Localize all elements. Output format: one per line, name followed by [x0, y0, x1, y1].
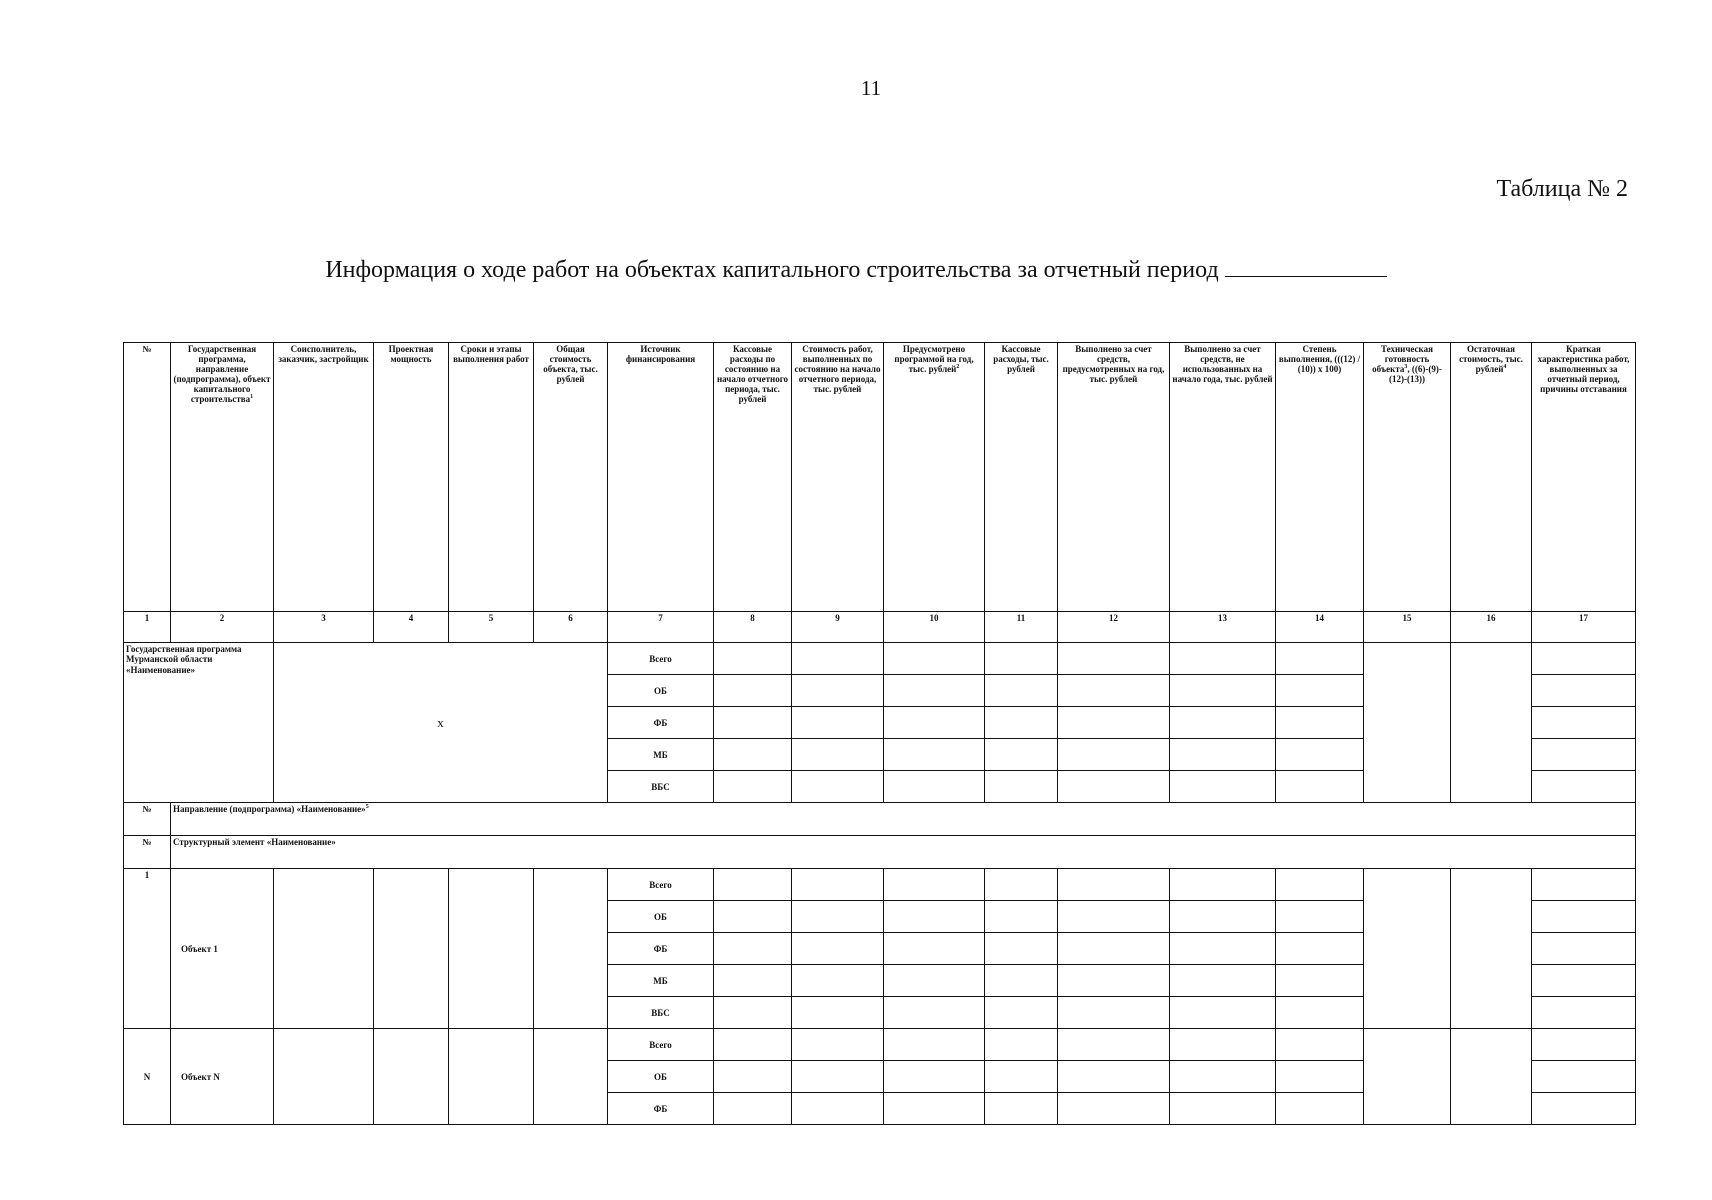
- object-name-cell: Объект 1: [171, 869, 274, 1029]
- column-number-8: 8: [714, 612, 792, 643]
- header-text: Кассовые расходы, тыс. рублей: [993, 344, 1049, 375]
- header-text-tail: , ((6)-(9)-(12)-(13)): [1389, 364, 1442, 385]
- empty-cell: [792, 1029, 884, 1061]
- header-cell-15: [1364, 343, 1451, 612]
- empty-cell: [1058, 965, 1170, 997]
- empty-cell: [792, 997, 884, 1029]
- tech-readiness-merged-cell: [1364, 643, 1451, 803]
- empty-cell: [1058, 643, 1170, 675]
- header-cell-1: [124, 343, 171, 612]
- empty-cell: [714, 1061, 792, 1093]
- header-text: Краткая характеристика работ, выполненных за отчетный период, причины отставания: [1537, 344, 1630, 395]
- column-number-9: 9: [792, 612, 884, 643]
- column-number-7: 7: [608, 612, 714, 643]
- empty-cell: [1058, 1029, 1170, 1061]
- header-text: Остаточная стоимость, тыс. рублей: [1459, 344, 1523, 375]
- empty-cell: [884, 643, 985, 675]
- header-row: [124, 343, 1636, 612]
- page-number: 11: [860, 76, 882, 100]
- header-cell-2: [171, 343, 274, 612]
- program-name-cell: Государственная программа Мурманской области «Наименование»: [124, 643, 274, 803]
- empty-cell: [985, 997, 1058, 1029]
- empty-cell: [792, 1093, 884, 1125]
- empty-cell: [1276, 869, 1364, 901]
- empty-cell: [714, 1029, 792, 1061]
- empty-cell: [1276, 901, 1364, 933]
- object-merged-cell: [274, 869, 374, 1029]
- empty-cell: [792, 739, 884, 771]
- object-merged-cell: [534, 869, 608, 1029]
- empty-cell: [884, 901, 985, 933]
- funding-source-cell: ОБ: [608, 675, 714, 707]
- direction-row: [124, 803, 1636, 836]
- empty-cell: [792, 1061, 884, 1093]
- summary-cell: [1532, 739, 1636, 771]
- empty-cell: [985, 1061, 1058, 1093]
- empty-cell: [985, 707, 1058, 739]
- empty-cell: [1170, 869, 1276, 901]
- empty-cell: [884, 1093, 985, 1125]
- empty-cell: [1276, 675, 1364, 707]
- header-cell-6: [534, 343, 608, 612]
- column-number-2: 2: [171, 612, 274, 643]
- summary-cell: [1532, 707, 1636, 739]
- empty-cell: [1170, 1061, 1276, 1093]
- empty-cell: [1276, 771, 1364, 803]
- object-number-cell: N: [124, 1029, 171, 1125]
- empty-cell: [1170, 901, 1276, 933]
- empty-cell: [1276, 1093, 1364, 1125]
- header-text: Выполнено за счет средств, предусмотренных на год, тыс. рублей: [1062, 344, 1165, 385]
- column-number-11: 11: [985, 612, 1058, 643]
- column-number-13: 13: [1170, 612, 1276, 643]
- column-number-12: 12: [1058, 612, 1170, 643]
- header-cell-8: [714, 343, 792, 612]
- empty-cell: [1170, 675, 1276, 707]
- header-text: Техническая готовность объекта: [1372, 344, 1433, 375]
- header-footnote-mark: 4: [1503, 364, 1507, 371]
- empty-cell: [1170, 997, 1276, 1029]
- column-number-6: 6: [534, 612, 608, 643]
- empty-cell: [1170, 739, 1276, 771]
- header-footnote-mark: 3: [1404, 364, 1408, 371]
- object-row: [124, 869, 1636, 901]
- empty-cell: [714, 965, 792, 997]
- empty-cell: [985, 1093, 1058, 1125]
- empty-cell: [714, 739, 792, 771]
- column-number-14: 14: [1276, 612, 1364, 643]
- empty-cell: [884, 1061, 985, 1093]
- period-blank-line: [1225, 256, 1387, 277]
- capital-construction-table: [123, 342, 1636, 1125]
- empty-cell: [985, 643, 1058, 675]
- empty-cell: [985, 901, 1058, 933]
- tech-readiness-merged-cell: [1364, 869, 1451, 1029]
- summary-cell: [1532, 1093, 1636, 1125]
- empty-cell: [714, 707, 792, 739]
- header-text: Источник финансирования: [625, 344, 696, 365]
- column-number-5: 5: [449, 612, 534, 643]
- header-text: Стоимость работ, выполненных по состоянию на начало отчетного периода, тыс. рублей: [794, 344, 881, 395]
- empty-cell: [884, 965, 985, 997]
- empty-cell: [884, 869, 985, 901]
- empty-cell: [985, 933, 1058, 965]
- object-merged-cell: [374, 1029, 449, 1125]
- direction-number: №: [124, 803, 171, 836]
- empty-cell: [985, 771, 1058, 803]
- funding-source-cell: ФБ: [608, 933, 714, 965]
- empty-cell: [1058, 707, 1170, 739]
- empty-cell: [1276, 965, 1364, 997]
- header-text: Государственная программа, направление (подпрограмма), объект капитального строительства: [173, 344, 271, 405]
- funding-source-cell: ФБ: [608, 707, 714, 739]
- empty-cell: [1058, 869, 1170, 901]
- empty-cell: [792, 869, 884, 901]
- empty-cell: [1170, 1093, 1276, 1125]
- header-cell-14: [1276, 343, 1364, 612]
- funding-source-cell: ВБС: [608, 997, 714, 1029]
- summary-cell: [1532, 771, 1636, 803]
- funding-source-cell: ОБ: [608, 901, 714, 933]
- empty-cell: [1276, 739, 1364, 771]
- empty-cell: [792, 643, 884, 675]
- header-text: Степень выполнения, (((12) / (10)) x 100): [1278, 344, 1361, 375]
- residual-cost-merged-cell: [1451, 643, 1532, 803]
- object-merged-cell: [274, 1029, 374, 1125]
- empty-cell: [884, 1029, 985, 1061]
- column-number-10: 10: [884, 612, 985, 643]
- object-merged-cell: [449, 869, 534, 1029]
- empty-cell: [1170, 1029, 1276, 1061]
- header-text: Кассовые расходы по состоянию на начало отчетного периода, тыс. рублей: [716, 344, 789, 405]
- header-footnote-mark: 1: [250, 394, 254, 401]
- header-text: Сроки и этапы выполнения работ: [453, 344, 529, 365]
- empty-cell: [714, 901, 792, 933]
- empty-cell: [792, 933, 884, 965]
- summary-cell: [1532, 1029, 1636, 1061]
- empty-cell: [1170, 771, 1276, 803]
- structural-element-row: [124, 836, 1636, 869]
- column-number-row: [124, 612, 1636, 643]
- empty-cell: [714, 1093, 792, 1125]
- empty-cell: [714, 675, 792, 707]
- program-x-cell: x: [274, 643, 608, 803]
- empty-cell: [1276, 1029, 1364, 1061]
- empty-cell: [1276, 1061, 1364, 1093]
- direction-footnote-mark: 5: [365, 804, 369, 810]
- column-number-4: 4: [374, 612, 449, 643]
- empty-cell: [884, 739, 985, 771]
- header-cell-3: [274, 343, 374, 612]
- element-number: №: [124, 836, 171, 869]
- empty-cell: [1170, 707, 1276, 739]
- title-text: Информация о ходе работ на объектах капитального строительства за отчетный период: [325, 257, 1219, 283]
- header-cell-5: [449, 343, 534, 612]
- empty-cell: [884, 997, 985, 1029]
- empty-cell: [1170, 643, 1276, 675]
- empty-cell: [714, 933, 792, 965]
- empty-cell: [884, 771, 985, 803]
- object-number-cell: 1: [124, 869, 171, 1029]
- header-text: Выполнено за счет средств, не использованных на начало года, тыс. рублей: [1172, 344, 1273, 385]
- residual-cost-merged-cell: [1451, 1029, 1532, 1125]
- header-cell-12: [1058, 343, 1170, 612]
- object-merged-cell: [449, 1029, 534, 1125]
- empty-cell: [1276, 933, 1364, 965]
- header-text: Предусмотрено программой на год, тыс. рублей: [894, 344, 974, 375]
- header-cell-13: [1170, 343, 1276, 612]
- table-label: Таблица № 2: [1496, 176, 1628, 202]
- empty-cell: [1170, 965, 1276, 997]
- program-row: [124, 643, 1636, 675]
- empty-cell: [884, 675, 985, 707]
- column-number-1: 1: [124, 612, 171, 643]
- summary-cell: [1532, 675, 1636, 707]
- summary-cell: [1532, 997, 1636, 1029]
- header-cell-10: [884, 343, 985, 612]
- object-name-cell: Объект N: [171, 1029, 274, 1125]
- empty-cell: [1058, 997, 1170, 1029]
- funding-source-cell: ФБ: [608, 1093, 714, 1125]
- header-cell-9: [792, 343, 884, 612]
- empty-cell: [985, 1029, 1058, 1061]
- header-text: Проектная мощность: [388, 344, 434, 365]
- header-cell-16: [1451, 343, 1532, 612]
- header-cell-11: [985, 343, 1058, 612]
- empty-cell: [1058, 933, 1170, 965]
- empty-cell: [1058, 739, 1170, 771]
- empty-cell: [792, 675, 884, 707]
- object-row: [124, 1029, 1636, 1061]
- empty-cell: [1058, 1093, 1170, 1125]
- object-merged-cell: [534, 1029, 608, 1125]
- empty-cell: [714, 643, 792, 675]
- funding-source-cell: ВБС: [608, 771, 714, 803]
- header-footnote-mark: 2: [956, 364, 960, 371]
- empty-cell: [714, 771, 792, 803]
- header-cell-17: [1532, 343, 1636, 612]
- funding-source-cell: МБ: [608, 965, 714, 997]
- empty-cell: [884, 707, 985, 739]
- tech-readiness-merged-cell: [1364, 1029, 1451, 1125]
- column-number-16: 16: [1451, 612, 1532, 643]
- funding-source-cell: ОБ: [608, 1061, 714, 1093]
- header-cell-4: [374, 343, 449, 612]
- direction-text: [171, 803, 1636, 836]
- empty-cell: [985, 739, 1058, 771]
- funding-source-cell: Всего: [608, 1029, 714, 1061]
- summary-cell: [1532, 643, 1636, 675]
- empty-cell: [792, 965, 884, 997]
- empty-cell: [985, 869, 1058, 901]
- empty-cell: [1170, 933, 1276, 965]
- empty-cell: [1058, 901, 1170, 933]
- summary-cell: [1532, 1061, 1636, 1093]
- funding-source-cell: Всего: [608, 643, 714, 675]
- empty-cell: [714, 869, 792, 901]
- column-number-3: 3: [274, 612, 374, 643]
- empty-cell: [1276, 643, 1364, 675]
- direction-label: Направление (подпрограмма) «Наименование»: [173, 804, 366, 814]
- document-title: [0, 256, 1712, 284]
- object-merged-cell: [374, 869, 449, 1029]
- summary-cell: [1532, 965, 1636, 997]
- empty-cell: [792, 901, 884, 933]
- header-text: Общая стоимость объекта, тыс. рублей: [543, 344, 598, 385]
- funding-source-cell: Всего: [608, 869, 714, 901]
- empty-cell: [792, 771, 884, 803]
- header-text: Соисполнитель, заказчик, застройщик: [278, 344, 369, 365]
- empty-cell: [884, 933, 985, 965]
- element-text: Структурный элемент «Наименование»: [171, 836, 1636, 869]
- empty-cell: [985, 965, 1058, 997]
- empty-cell: [985, 675, 1058, 707]
- funding-source-cell: МБ: [608, 739, 714, 771]
- summary-cell: [1532, 869, 1636, 901]
- header-text: №: [142, 344, 152, 354]
- summary-cell: [1532, 901, 1636, 933]
- column-number-15: 15: [1364, 612, 1451, 643]
- empty-cell: [1058, 1061, 1170, 1093]
- empty-cell: [1276, 997, 1364, 1029]
- empty-cell: [714, 997, 792, 1029]
- residual-cost-merged-cell: [1451, 869, 1532, 1029]
- summary-cell: [1532, 933, 1636, 965]
- header-cell-7: [608, 343, 714, 612]
- empty-cell: [1058, 675, 1170, 707]
- column-number-17: 17: [1532, 612, 1636, 643]
- empty-cell: [1058, 771, 1170, 803]
- empty-cell: [1276, 707, 1364, 739]
- empty-cell: [792, 707, 884, 739]
